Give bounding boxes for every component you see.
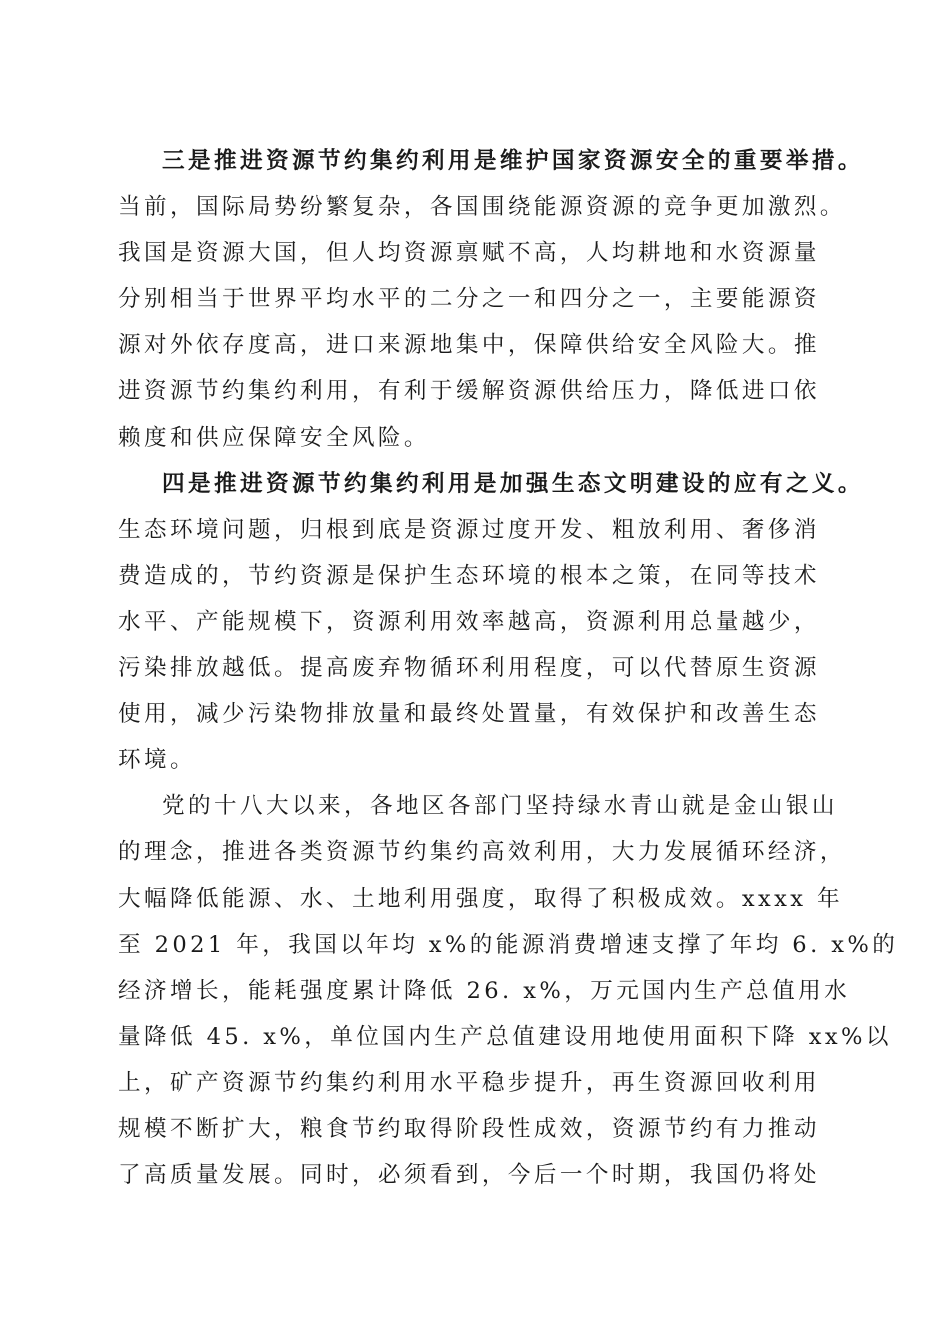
text-line: 党的十八大以来，各地区各部门坚持绿水青山就是金山银山 <box>162 793 838 820</box>
document-body <box>118 138 899 1198</box>
text-line: 上，矿产资源节约集约利用水平稳步提升，再生资源回收利用 <box>118 1069 820 1096</box>
text-line: 环境。 <box>118 747 196 774</box>
text-line: 经济增长，能耗强度累计降低 26. x%，万元国内生产总值用水 <box>118 977 851 1004</box>
text-line: 我国是资源大国，但人均资源禀赋不高，人均耕地和水资源量 <box>118 240 820 267</box>
text-line: 水平、产能规模下，资源利用效率越高，资源利用总量越少， <box>118 608 820 635</box>
text-line: 使用，减少污染物排放量和最终处置量，有效保护和改善生态 <box>118 701 820 728</box>
paragraph-lead-sentence: 三是推进资源节约集约利用是维护国家资源安全的重要举措。 <box>162 148 864 174</box>
text-line: 污染排放越低。提高废弃物循环利用程度，可以代替原生资源 <box>118 655 820 682</box>
text-line: 规模不断扩大，粮食节约取得阶段性成效，资源节约有力推动 <box>118 1115 820 1142</box>
text-line: 赖度和供应保障安全风险。 <box>118 424 430 451</box>
text-line: 当前，国际局势纷繁复杂，各国围绕能源资源的竞争更加激烈。 <box>118 194 846 221</box>
paragraph-ecological-civilization <box>118 461 864 784</box>
paragraph-resource-security <box>118 138 864 461</box>
text-line: 至 2021 年，我国以年均 x%的能源消费增速支撑了年均 6. x%的 <box>118 931 899 958</box>
text-line: 大幅降低能源、水、土地利用强度，取得了积极成效。xxxx 年 <box>118 885 843 912</box>
text-line: 的理念，推进各类资源节约集约高效利用，大力发展循环经济， <box>118 839 846 866</box>
text-line: 进资源节约集约利用，有利于缓解资源供给压力，降低进口依 <box>118 378 820 405</box>
text-line: 了高质量发展。同时，必须看到，今后一个时期，我国仍将处 <box>118 1162 820 1189</box>
text-line: 分别相当于世界平均水平的二分之一和四分之一，主要能源资 <box>118 286 820 313</box>
text-line: 量降低 45. x%，单位国内生产总值建设用地使用面积下降 xx%以 <box>118 1023 892 1050</box>
paragraph-lead-sentence: 四是推进资源节约集约利用是加强生态文明建设的应有之义。 <box>162 470 864 497</box>
text-line: 生态环境问题，归根到底是资源过度开发、粗放利用、奢侈消 <box>118 516 820 543</box>
paragraph-achievements <box>118 783 899 1198</box>
text-line: 源对外依存度高，进口来源地集中，保障供给安全风险大。推 <box>118 332 820 359</box>
text-line: 费造成的，节约资源是保护生态环境的根本之策，在同等技术 <box>118 562 820 589</box>
